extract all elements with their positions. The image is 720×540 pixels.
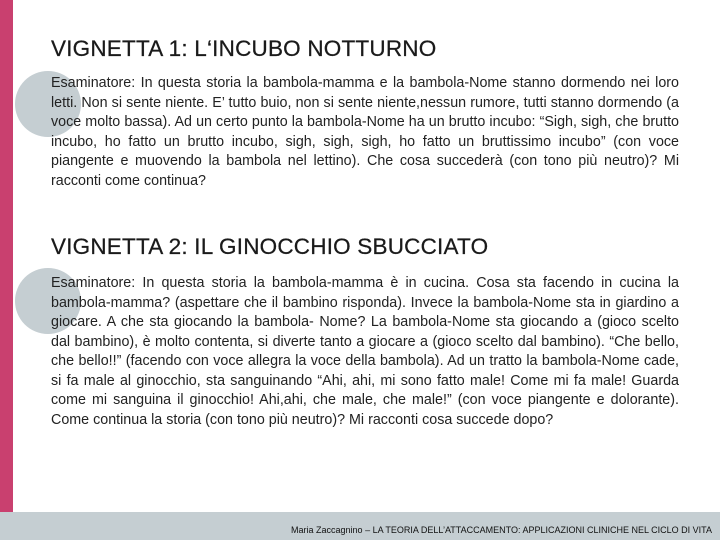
footer-text: Maria Zaccagnino – LA TEORIA DELL’ATTACCAMENTO: APPLICAZIONI CLINICHE NEL CICLO DI VITA (291, 525, 712, 535)
section-title: VIGNETTA 1: L‘INCUBO NOTTURNO (51, 36, 437, 61)
section-text: Esaminatore: In questa storia la bambola-mamma e la bambola-Nome stanno dormendo nei loro letti. Non si sente niente. E’ tutto buio, non si sente niente,nessun rumore, tutti stanno dormendo (a voce molto bassa). Ad un certo punto la bambola-Nome ha un brutto incubo: “Sigh, sigh, che brutto incubo, ho fatto un brutto incubo, sigh, sigh, sigh, ho fatto un bruttissimo incubo” (con voce piangente e muovendo la bambola nel lettino). Che cosa succederà (con tono più neutro)? Mi racconti come continua? (51, 75, 679, 189)
left-accent-bar (0, 0, 13, 540)
footer-bar (0, 512, 720, 540)
section-title: VIGNETTA 2: IL GINOCCHIO SBUCCIATO (51, 234, 489, 259)
section-text: Esaminatore: In questa storia la bambola-mamma è in cucina. Cosa sta facendo in cucina la bambola-mamma? (aspettare che il bambino risponda). Invece la bambola-Nome sta in giardino a giocare. A che sta giocando la bambola- Nome? La bambola-Nome sta giocando a (gioco scelto dal bambino), è molto contenta, si diverte tanto a giocare a (gioco scelto dal bambino). “Che bello, che bello!!” (facendo con voce allegra la voce della bambola). Ad un tratto la bambola-Nome cade, si fa male al ginocchio, sta sanguinando “Ahi, ahi, mi sono fatto male! Come mi fa male! Guarda come mi sanguina il ginocchio! Ahi,ahi, che male, che male!” (con voce piangente e dolorante). Come continua la storia (con tono più neutro)? Mi racconti cosa succede dopo? (51, 275, 679, 428)
